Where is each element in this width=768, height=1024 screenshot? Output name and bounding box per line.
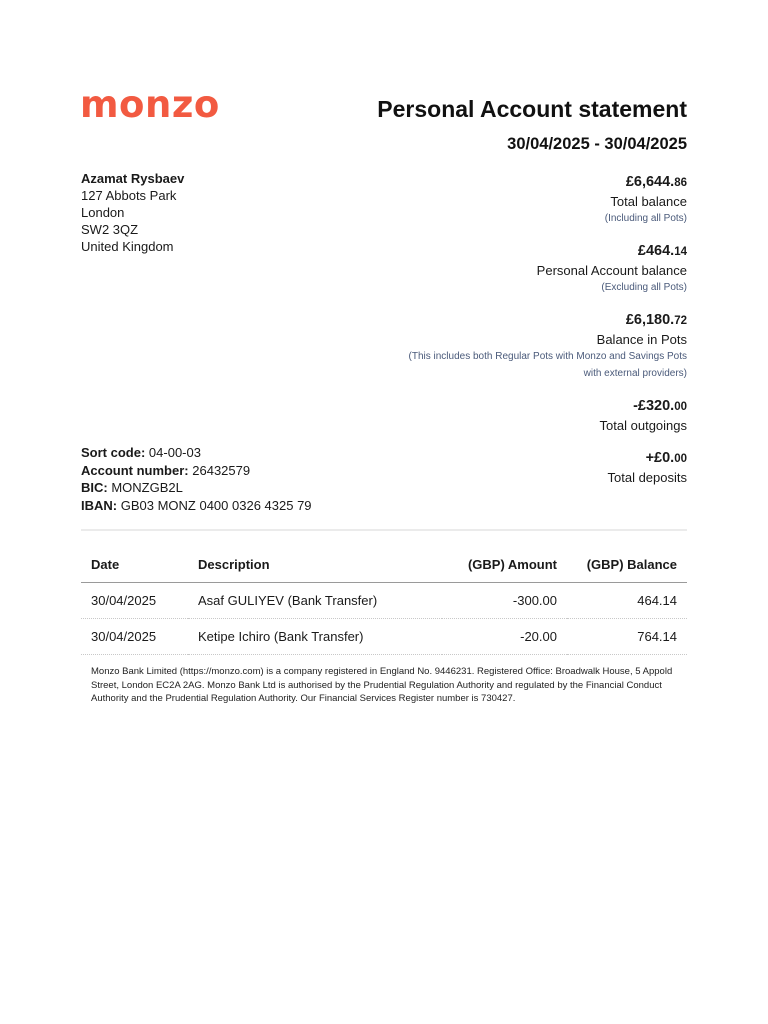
cell-description: Ketipe Ichiro (Bank Transfer) [188,619,442,655]
pots-balance-note: with external providers) [583,368,687,379]
personal-balance-label: Personal Account balance [536,263,687,278]
cell-description: Asaf GULIYEV (Bank Transfer) [188,583,442,619]
total-balance-amount [347,172,687,193]
cell-amount: -20.00 [442,619,567,655]
table-row [81,619,687,655]
pots-balance-label: Balance in Pots [596,332,687,347]
amount-main: £6,180. [625,312,675,328]
total-outgoings [347,396,687,434]
table-row [81,583,687,619]
personal-balance-amount [347,241,687,262]
amount-pence: 86 [674,177,687,189]
pots-balance-note: (This includes both Regular Pots with Monzo and Savings Pots [408,351,687,362]
bic-value: MONZGB2L [111,480,183,495]
cell-balance: 464.14 [567,583,687,619]
total-deposits-label: Total deposits [607,470,687,485]
column-header-amount: (GBP) Amount [442,546,567,583]
amount-pence: 00 [674,453,687,465]
cell-balance: 764.14 [567,619,687,655]
statement-period: 30/04/2025 - 30/04/2025 [507,135,687,153]
amount-main: £6,644. [625,174,675,190]
column-header-balance: (GBP) Balance [567,546,687,583]
total-deposits [347,448,687,486]
personal-balance-note: (Excluding all Pots) [601,282,687,293]
amount-pence: 00 [674,401,687,413]
account-number-value: 26432579 [192,462,251,478]
monzo-logo: monzo [80,83,220,126]
bic-row [81,479,312,497]
amount-main: £464. [637,243,675,259]
cell-date: 30/04/2025 [81,619,188,655]
section-divider [81,529,687,531]
iban-row [81,497,312,515]
address-line: 127 Abbots Park [81,188,177,203]
table-header-row [81,546,687,583]
customer-address [81,170,184,255]
customer-name: Azamat Rysbaev [81,171,185,186]
amount-pence: 14 [674,246,687,258]
bic-label: BIC: [81,480,108,495]
account-number-row [81,462,312,480]
total-outgoings-amount [347,396,687,417]
column-header-date: Date [81,546,188,583]
cell-amount: -300.00 [442,583,567,619]
bank-details [81,444,312,514]
total-deposits-amount [347,448,687,469]
address-line: SW2 3QZ [81,222,139,237]
personal-account-balance [347,241,687,296]
statement-title: Personal Account statement [377,96,687,122]
total-outgoings-label: Total outgoings [599,418,687,433]
total-balance-label: Total balance [610,194,687,209]
address-line: London [81,205,125,220]
iban-label: IBAN: [81,497,118,513]
sort-code-value: 04-00-03 [148,445,201,460]
total-balance [347,172,687,227]
pots-balance-amount [347,310,687,331]
sort-code-row [81,444,312,462]
total-balance-note: (Including all Pots) [604,213,687,224]
column-header-description: Description [188,546,442,583]
amount-pence: 72 [674,315,687,327]
amount-main: -£320. [633,398,675,414]
pots-balance [347,310,687,382]
balance-summary [347,172,687,500]
iban-value: GB03 MONZ 0400 0326 4325 79 [120,497,312,513]
sort-code-label: Sort code: [81,445,146,460]
cell-date: 30/04/2025 [81,583,188,619]
account-number-label: Account number: [81,462,189,478]
amount-main: +£0. [645,450,675,466]
legal-footer: Monzo Bank Limited (https://monzo.com) is a company registered in England No. 9446231. Registered Office: Broadwalk House, 5 Appold Street, London EC2A 2AG. Monzo Bank Ltd is authorised by the Prudential Regulation Authority and regulated by the Financial Conduct Authority and the Prudential Regulation Authority. Our Financial Services Register number is 730427. [91,666,673,704]
address-line: United Kingdom [81,239,174,254]
transactions-table [81,546,687,655]
